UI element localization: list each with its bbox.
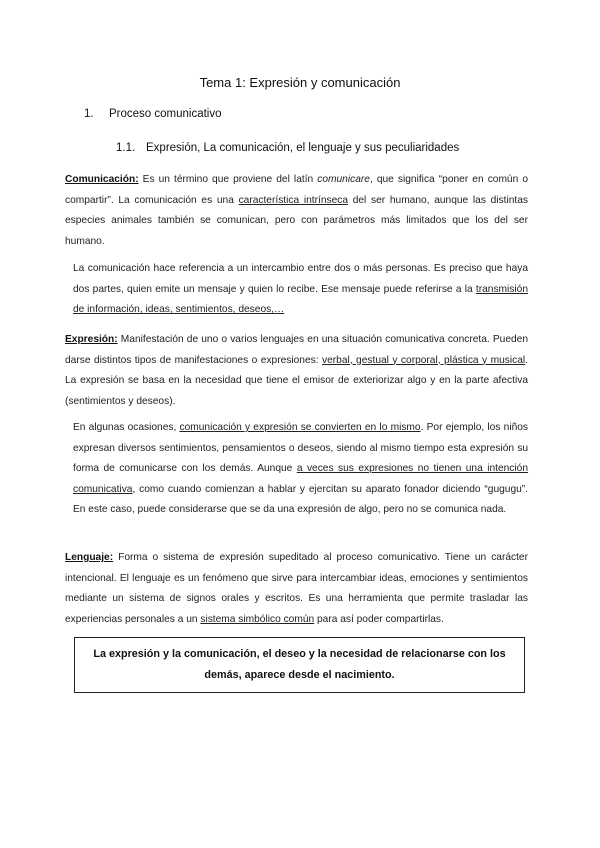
text-run: Forma o sistema de expresión supeditado al proceso comunicativo. Tiene un carácter intencional. El lenguaje es un fenómeno que sirve para intercambiar ideas, emociones y sentimientos mediante un sistema de signos orales y escritos. Es una herramienta que permite trasladar las experiencias personales a un <box>65 552 528 625</box>
subsection-number: 1.1. <box>116 142 136 154</box>
comunicacion-paragraph-1 <box>65 170 528 252</box>
section-number: 1. <box>84 108 94 120</box>
underlined-phrase: sistema simbólico común <box>200 613 315 625</box>
highlight-box-text: La expresión y la comunicación, el deseo y la necesidad de relacionarse con los demás, aparece desde el nacimiento. <box>93 648 506 681</box>
highlight-box <box>74 637 525 693</box>
expresion-paragraph-2 <box>73 418 528 521</box>
underlined-phrase: característica intrínseca <box>238 194 349 206</box>
underlined-phrase: a veces sus expresiones no tienen una intención comunicativa <box>73 463 529 495</box>
text-run: para así poder compartirlas. <box>314 613 444 625</box>
term-comunicacion: Comunicación: <box>65 174 139 185</box>
underlined-phrase: transmisión de información, ideas, sentimientos, deseos,… <box>73 283 528 315</box>
text-run: Manifestación de uno o varios lenguajes en una situación comunicativa concreta. Pueden darse distintos tipos de manifestaciones o expresiones: <box>65 334 528 366</box>
underlined-phrase: verbal, gestual y corporal, plástica y musical <box>322 354 526 366</box>
text-run: En algunas ocasiones, <box>73 422 180 433</box>
comunicacion-paragraph-2 <box>73 259 528 321</box>
term-lenguaje: Lenguaje: <box>65 552 114 563</box>
expresion-paragraph-1 <box>65 330 528 412</box>
latin-term: comunicare <box>317 174 370 185</box>
text-run: del ser humano, aunque las distintas especies animales también se comunican, pero con parámetros más limitados que los del ser humano. <box>65 194 528 247</box>
subsection-label: Expresión, La comunicación, el lenguaje y sus peculiaridades <box>146 142 460 154</box>
text-run: . La expresión se basa en la necesidad que tiene el emisor de exteriorizar algo y en la parte afectiva (sentimientos y deseos). <box>65 354 528 407</box>
section-heading <box>84 108 222 120</box>
text-run: Es un término que proviene del latín <box>138 174 318 185</box>
text-run: , que significa “poner en común o compartir”. La comunicación es una <box>65 174 529 206</box>
underlined-phrase: comunicación y expresión se convierten en lo mismo <box>179 422 421 433</box>
subsection-heading <box>116 142 459 154</box>
text-run: . Por ejemplo, los niños expresan diversos sentimientos, pensamientos o deseos, siendo al mismo tiempo esta expresión su forma de comunicarse con los demás. Aunque <box>73 422 529 474</box>
page-title: Tema 1: Expresión y comunicación <box>199 75 401 90</box>
section-label: Proceso comunicativo <box>109 108 222 120</box>
text-run: La comunicación hace referencia a un intercambio entre dos o más personas. Es preciso que haya dos partes, quien emite un mensaje y quien lo recibe. Ese mensaje puede referirse a la <box>73 263 528 295</box>
lenguaje-paragraph <box>65 548 528 630</box>
term-expresion: Expresión: <box>65 334 118 345</box>
text-run: , como cuando comienzan a hablar y ejercitan su aparato fonador diciendo “gugugu”. En este caso, puede considerarse que se da una expresión de algo, pero no se comunica nada. <box>73 483 528 515</box>
